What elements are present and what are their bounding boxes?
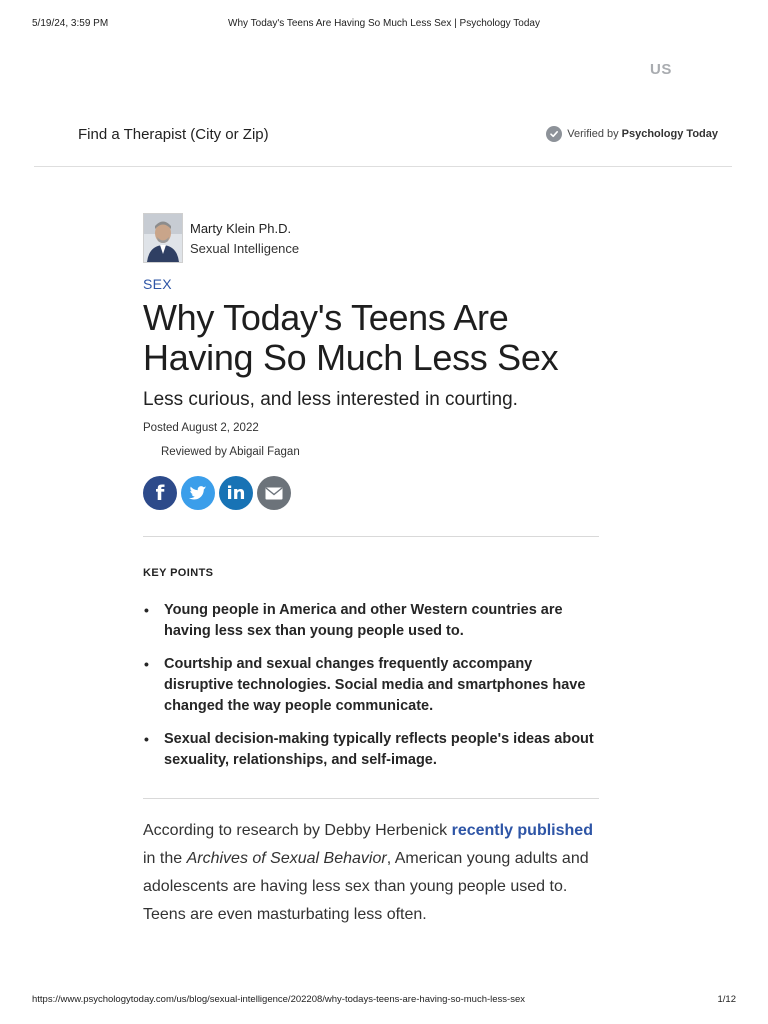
verified-brand: Psychology Today — [621, 128, 718, 140]
key-point-text: Courtship and sexual changes frequently accompany disruptive technologies. Social media and smartphones have changed the way people communicate. — [164, 656, 586, 714]
bullet-icon: • — [144, 602, 149, 618]
print-footer — [32, 994, 736, 1008]
email-icon — [265, 487, 283, 500]
twitter-icon — [189, 486, 207, 501]
key-point-item — [143, 729, 599, 771]
linkedin-share-button[interactable] — [219, 476, 253, 510]
key-points-list — [143, 600, 599, 783]
share-buttons — [143, 476, 295, 510]
bullet-icon: • — [144, 731, 149, 747]
article-headline: Why Today's Teens Are Having So Much Less Sex — [143, 297, 559, 378]
country-selector[interactable]: US — [650, 61, 672, 78]
bullet-icon: • — [144, 656, 149, 672]
facebook-icon: f — [155, 481, 165, 505]
author-blog-name[interactable]: Sexual Intelligence — [190, 240, 300, 256]
key-point-text: Sexual decision-making typically reflects people's ideas about sexuality, relationships, and self-image. — [164, 731, 594, 768]
posted-date: Posted August 2, 2022 — [143, 422, 259, 434]
key-point-text: Young people in America and other Western countries are having less sex than young people used to. — [164, 602, 563, 639]
twitter-share-button[interactable] — [181, 476, 215, 510]
key-points-title: KEY POINTS — [143, 567, 214, 579]
divider — [143, 536, 599, 537]
print-date: 5/19/24, 3:59 PM — [32, 18, 109, 29]
find-therapist-bar — [34, 118, 732, 167]
author-info — [190, 221, 299, 256]
key-point-item — [143, 654, 599, 717]
linkedin-icon: in — [226, 482, 246, 504]
paragraph-text: , American young adults and adolescents are having less sex than young people used to. Teens are even masturbating less often. — [143, 850, 589, 923]
print-page-title: Why Today's Teens Are Having So Much Less Sex | Psychology Today — [228, 18, 540, 29]
print-url: https://www.psychologytoday.com/us/blog/sexual-intelligence/202208/why-todays-teens-are-having-so-much-less-sex — [32, 994, 526, 1005]
author-avatar[interactable] — [143, 213, 183, 263]
divider — [143, 798, 599, 799]
verified-check-icon — [546, 126, 562, 142]
verified-label: Verified by — [567, 128, 619, 140]
paragraph-text: in the — [143, 850, 187, 867]
author-name[interactable]: Marty Klein Ph.D. — [190, 220, 292, 236]
email-share-button[interactable] — [257, 476, 291, 510]
article-paragraph — [143, 817, 603, 929]
key-point-item — [143, 600, 599, 642]
research-link[interactable]: recently published — [451, 822, 593, 839]
article-category[interactable]: SEX — [143, 276, 172, 292]
journal-name: Archives of Sexual Behavior — [186, 850, 387, 867]
author-byline — [143, 213, 299, 263]
paragraph-text: According to research by Debby Herbenick — [143, 822, 452, 839]
reviewed-by: Reviewed by Abigail Fagan — [161, 446, 300, 458]
find-therapist-link[interactable]: Find a Therapist (City or Zip) — [78, 126, 269, 143]
verified-badge — [546, 126, 718, 142]
print-header — [32, 18, 736, 32]
article-subhead: Less curious, and less interested in courting. — [143, 389, 518, 410]
page-number: 1/12 — [717, 994, 736, 1005]
facebook-share-button[interactable] — [143, 476, 177, 510]
